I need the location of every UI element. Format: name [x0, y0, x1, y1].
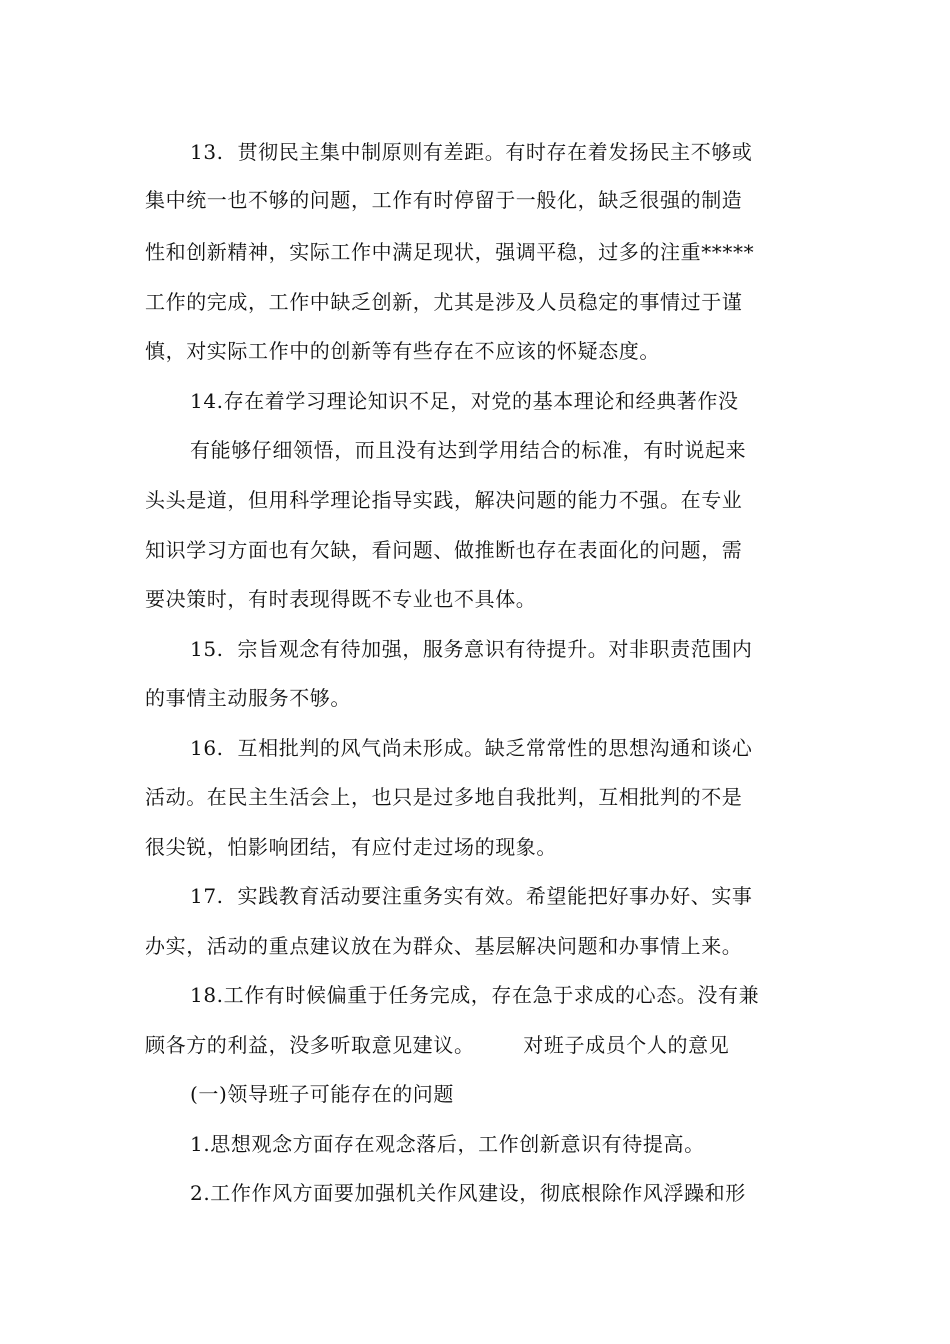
text-line: 13. 贯彻民主集中制原则有差距。有时存在着发扬民主不够或	[190, 140, 753, 164]
text-line: 集中统一也不够的问题，工作有时停留于一般化，缺乏很强的制造	[145, 188, 743, 212]
text-line: 顾各方的利益，没多听取意见建议。 对班子成员个人的意见	[145, 1033, 730, 1057]
text-line: 2.工作作风方面要加强机关作风建设，彻底根除作风浮躁和形	[190, 1181, 746, 1205]
text-line: 很尖锐，怕影响团结，有应付走过场的现象。	[145, 835, 557, 859]
text-line: 16. 互相批判的风气尚未形成。缺乏常常性的思想沟通和谈心	[190, 736, 753, 760]
text-line: 15. 宗旨观念有待加强，服务意识有待提升。对非职责范围内	[190, 637, 753, 661]
text-line: 知识学习方面也有欠缺，看问题、做推断也存在表面化的问题，需	[145, 538, 743, 562]
text-line: 性和创新精神，实际工作中满足现状，强调平稳，过多的注重*****	[145, 240, 755, 264]
text-line: 有能够仔细领悟，而且没有达到学用结合的标准，有时说起来	[190, 438, 747, 462]
text-line: (一)领导班子可能存在的问题	[190, 1082, 455, 1106]
text-line: 1.思想观念方面存在观念落后，工作创新意识有待提高。	[190, 1132, 705, 1156]
text-line: 的事情主动服务不够。	[145, 686, 351, 710]
text-line: 头头是道，但用科学理论指导实践，解决问题的能力不强。在专业	[145, 488, 743, 512]
text-line: 17. 实践教育活动要注重务实有效。希望能把好事办好、实事	[190, 884, 753, 908]
text-line: 办实，活动的重点建议放在为群众、基层解决问题和办事情上来。	[145, 934, 743, 958]
text-line: 18.工作有时候偏重于任务完成，存在急于求成的心态。没有兼	[190, 983, 760, 1007]
text-line: 工作的完成，工作中缺乏创新，尤其是涉及人员稳定的事情过于谨	[145, 290, 743, 314]
text-line: 14.存在着学习理论知识不足，对党的基本理论和经典著作没	[190, 389, 739, 413]
text-line: 要决策时，有时表现得既不专业也不具体。	[145, 587, 537, 611]
text-line: 活动。在民主生活会上，也只是过多地自我批判，互相批判的不是	[145, 785, 743, 809]
text-line: 慎，对实际工作中的创新等有些存在不应该的怀疑态度。	[145, 339, 660, 363]
